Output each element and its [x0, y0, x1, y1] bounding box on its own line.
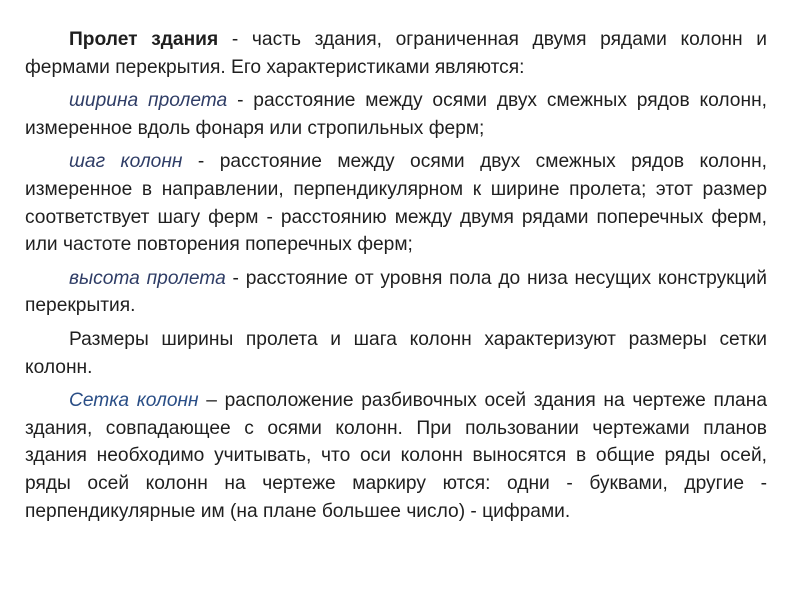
paragraph-column-pitch: [25, 148, 767, 258]
term-column-grid: Сетка колонн: [69, 390, 199, 412]
paragraph-text: - расстояние от уровня пола до низа несущих конструкций перекрытия.: [25, 267, 767, 317]
term-span-width: ширина пролета: [69, 90, 228, 112]
paragraph-text: – расположение разбивочных осей здания на чертеже плана здания, совпадающее с осями колонн. При пользовании чертежами планов здания необходимо учитывать, что оси колонн выносятся в общие ряды осей, ряды осей колонн на чертеже маркиру ются: одни - буквами, другие - перпендикулярные им (на плане большее число) - цифрами.: [25, 390, 767, 522]
term-column-pitch: шаг колонн: [69, 151, 183, 173]
term-span-height: высота пролета: [69, 267, 226, 289]
paragraph-text: - расстояние между осями двух смежных рядов колонн, измеренное в направлении, перпендикулярном к ширине пролета; этот размер соответствует шагу ферм - расстоянию между двумя рядами поперечных ферм, или частоте повторения поперечных ферм;: [25, 151, 768, 256]
term-span: Пролет здания: [69, 29, 219, 50]
paragraph-span-definition: [25, 26, 767, 81]
paragraph-column-grid: [25, 387, 767, 525]
paragraph-grid-sizes: [25, 326, 767, 381]
paragraph-span-width: [25, 87, 767, 142]
paragraph-span-height: [25, 265, 767, 320]
paragraph-text: Размеры ширины пролета и шага колонн характеризуют размеры сетки колонн.: [25, 328, 767, 378]
paragraph-text: - часть здания, ограниченная двумя рядами колонн и фермами перекрытия. Его характеристиками являются:: [25, 29, 768, 78]
paragraph-text: - расстояние между осями двух смежных рядов колонн, измеренное вдоль фонаря или стропильных ферм;: [25, 90, 767, 139]
